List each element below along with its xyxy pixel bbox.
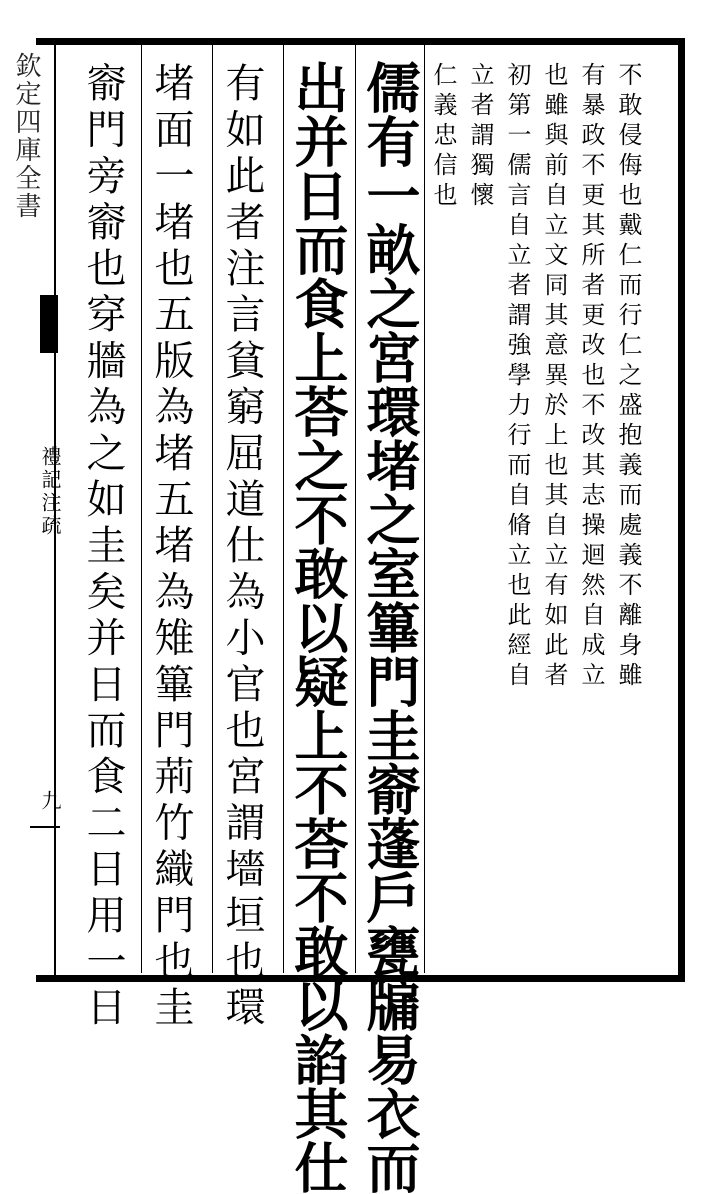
commentary-column-3: 也雖與前自立文同其意異於上也其自立有如此者: [540, 62, 568, 692]
text-column-3: 有如此者注言貧窮屈道仕為小官也宮謂墻垣也環: [219, 62, 265, 1033]
column-rule: [355, 45, 356, 973]
series-title: 欽定四庫全書: [11, 52, 41, 220]
commentary-column-2: 有暴政不更其所者更改也不改其志操迴然自成立: [577, 62, 605, 692]
column-rule: [283, 45, 284, 973]
commentary-column-6: 仁義忠信也: [429, 62, 457, 212]
column-rule: [212, 45, 213, 973]
commentary-column-4: 初第一儒言自立者謂強學力行而自脩立也此經自: [503, 62, 531, 692]
main-text-column-2: 出并日而食上荅之不敢以疑上不荅不敢以諂其仕: [286, 60, 350, 1194]
column-rule: [141, 45, 142, 973]
column-rule: [424, 45, 425, 973]
book-title: 禮記注疏: [38, 446, 62, 538]
text-column-4: 堵面一堵也五版為堵五堵為雉篳門荊竹織門也圭: [148, 62, 194, 1033]
commentary-column-5: 立者謂獨懷: [466, 62, 494, 212]
commentary-column-1: 不敢侵侮也戴仁而行仁之盛抱義而處義不離身雖: [614, 62, 642, 692]
fish-tail-mark: [40, 295, 58, 353]
main-text-column-1: 儒有一畝之宮環堵之室篳門圭窬蓬戶甕牖易衣而: [358, 60, 422, 1194]
page-number-rule: [30, 826, 60, 828]
page-number: 九: [38, 790, 62, 810]
text-column-5: 窬門旁窬也穿牆為之如圭矣并日而食二日用一日: [80, 62, 126, 1033]
